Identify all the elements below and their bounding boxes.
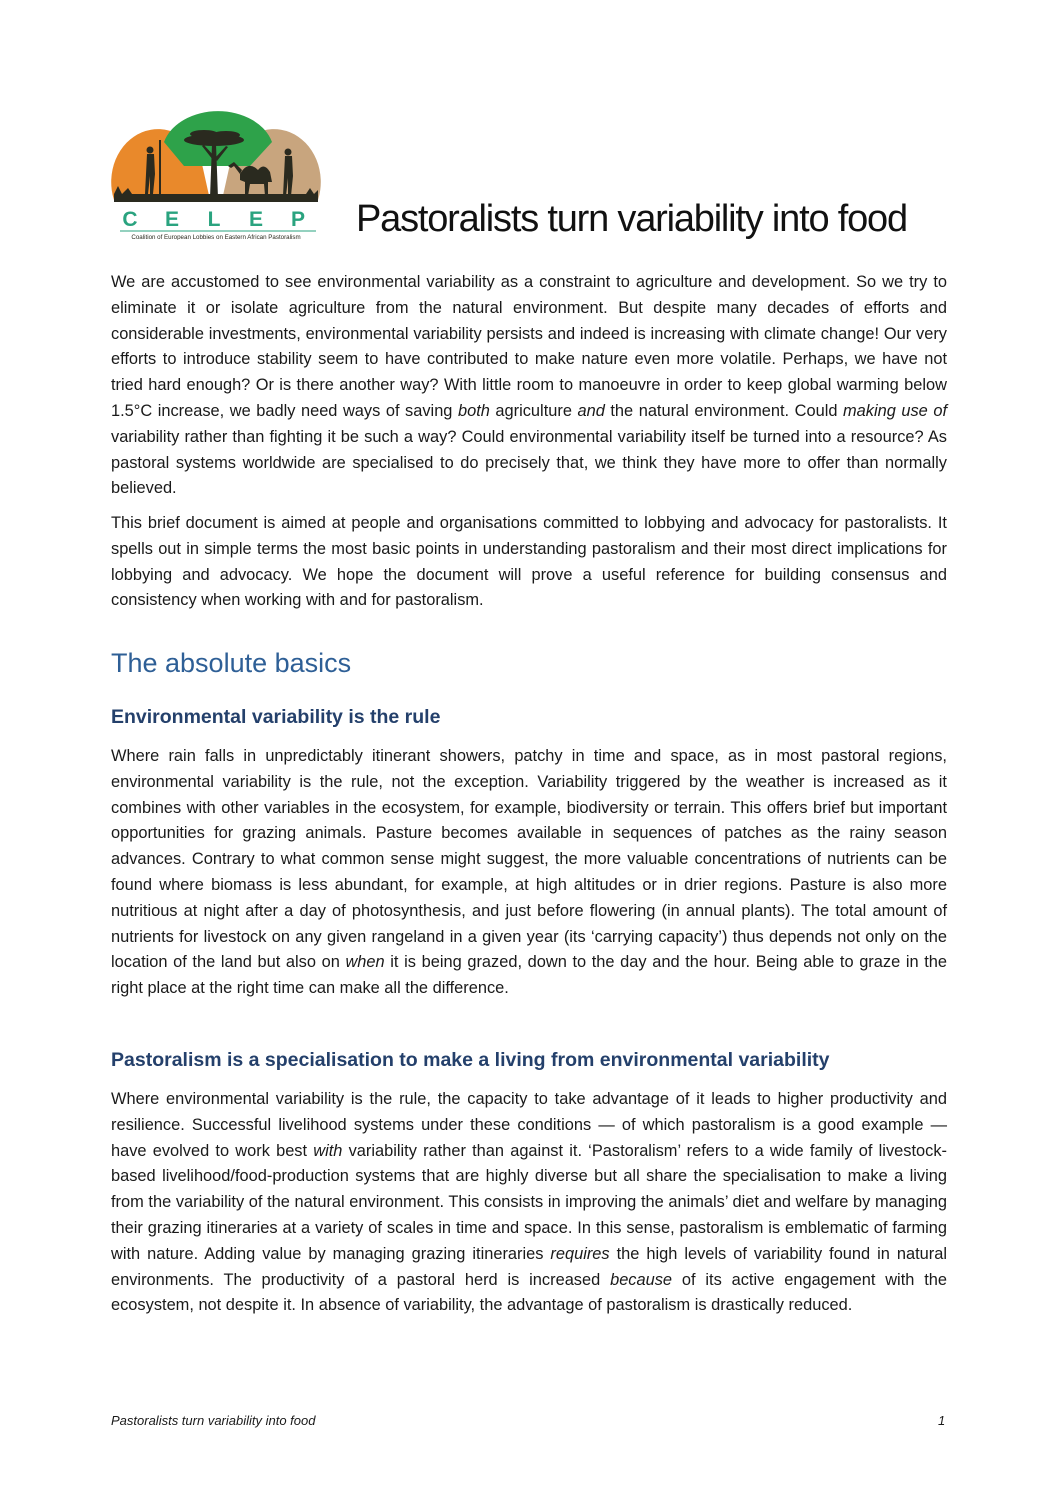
emphasis: with bbox=[313, 1141, 343, 1160]
intro-paragraph-1: We are accustomed to see environmental variability as a constraint to agriculture and development. So we try to eliminate it or isolate agriculture from the natural environment. But despite many decades of efforts and considerable investments, environmental variability persists and indeed is increasing with climate change! Our very efforts to introduce stability seem to have contributed to make nature even more volatile. Perhaps, we have not tried hard enough? Or is there another way? With little room to manoeuvre in order to keep global warming below 1.5°C increase, we badly need ways of saving both agriculture and the natural environment. Could making use of variability rather than fighting it be such a way? Could environmental variability itself be turned into a resource? As pastoral systems worldwide are specialised to do precisely that, we think they have more to offer than normally believed. bbox=[111, 273, 948, 498]
emphasis: when bbox=[345, 953, 385, 972]
emphasis: both bbox=[457, 401, 490, 420]
document-title: Pastoralists turn variability into food bbox=[356, 198, 907, 240]
emphasis: and bbox=[577, 401, 605, 420]
logo-letter-p: P bbox=[290, 208, 306, 231]
celep-logo bbox=[110, 100, 322, 240]
intro-paragraph-2: This brief document is aimed at people and organisations committed to lobbying and advocacy for pastoralists. It spells out in simple terms the most basic points in understanding pastoralism and their most direct implications for lobbying and advocacy. We hope the document will prove a useful reference for building consensus and consistency when working with and for pastoralism. bbox=[111, 514, 947, 610]
page-number: 1 bbox=[938, 1413, 946, 1428]
subsection-heading-1: Environmental variability is the rule bbox=[111, 706, 441, 728]
emphasis: making use of bbox=[843, 401, 948, 420]
logo-letter-l: L bbox=[207, 208, 221, 231]
logo-letter-e2: E bbox=[248, 208, 264, 231]
logo-letter-e: E bbox=[164, 208, 180, 231]
emphasis: requires bbox=[550, 1244, 610, 1263]
subsection-heading-2: Pastoralism is a specialisation to make a living from environmental variability bbox=[111, 1049, 830, 1071]
section-heading: The absolute basics bbox=[111, 648, 352, 678]
logo-letter-c: C bbox=[122, 208, 138, 231]
subsection-1-paragraph: Where rain falls in unpredictably itinerant showers, patchy in time and space, as in most pastoral regions, environmental variability is the rule, not the exception. Variability triggered by the weather is increased as it combines with other variables in the ecosystem, for example, biodiversity or terrain. This offers brief but important opportunities for grazing animals. Pasture becomes available in sequences of patches as the rainy season advances. Contrary to what common sense might suggest, the more valuable concentrations of nutrients can be found where biomass is less abundant, for example, at high altitudes or in drier regions. Pasture is also more nutritious at night after a day of photosynthesis, and just before flowering (in annual plants). The total amount of nutrients for livestock on any given rangeland in a given year (its ‘carrying capacity’) thus depends not only on the location of the land but also on when it is being grazed, down to the day and the hour. Being able to graze in the right place at the right time can make all the difference. bbox=[111, 747, 948, 998]
subsection-2-paragraph: Where environmental variability is the rule, the capacity to take advantage of it leads to higher productivity and resilience. Successful livelihood systems under these conditions — of which pastoralism is a good example — have evolved to work best with variability rather than against it. ‘Pastoralism’ refers to a wide family of livestock-based livelihood/food-production systems that are highly diverse but all share the specialisation to make a living from the variability of the natural environment. This consists in improving the animals’ diet and welfare by managing their grazing itineraries at a variety of scales in time and space. In this sense, pastoralism is emblematic of farming with nature. Adding value by managing grazing itineraries requires the high levels of variability found in natural environments. The productivity of a pastoral herd is increased because of its active engagement with the ecosystem, not despite it. In absence of variability, the advantage of pastoralism is drastically reduced. bbox=[111, 1090, 947, 1315]
emphasis: because bbox=[610, 1270, 673, 1289]
logo-tagline: Coalition of European Lobbies on Eastern African Pastoralism bbox=[131, 234, 301, 240]
footer-title: Pastoralists turn variability into food bbox=[111, 1413, 316, 1428]
